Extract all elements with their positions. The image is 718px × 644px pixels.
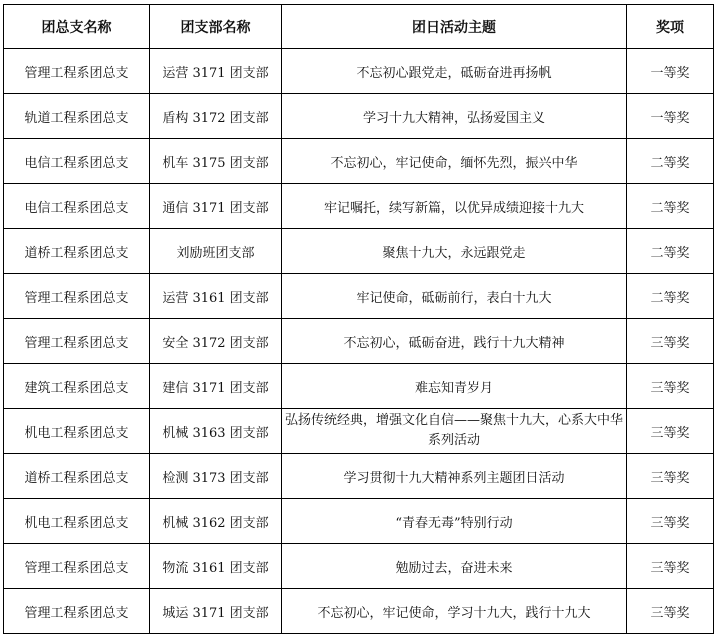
- cell-theme: 不忘初心，砥砺奋进，践行十九大精神: [282, 319, 627, 364]
- cell-award: 一等奖: [627, 49, 714, 94]
- table-body: [4, 49, 714, 634]
- cell-theme: 聚焦十九大，永远跟党走: [282, 229, 627, 274]
- cell-theme: “青春无毒”特别行动: [282, 499, 627, 544]
- cell-league-branch: 道桥工程系团总支: [4, 454, 150, 499]
- table-row: [4, 364, 714, 409]
- table-row: [4, 274, 714, 319]
- cell-league-branch: 管理工程系团总支: [4, 49, 150, 94]
- cell-theme: 学习贯彻十九大精神系列主题团日活动: [282, 454, 627, 499]
- header-row: [4, 5, 714, 49]
- cell-theme: 难忘知青岁月: [282, 364, 627, 409]
- cell-theme: 牢记使命，砥砺前行，表白十九大: [282, 274, 627, 319]
- cell-award: 二等奖: [627, 274, 714, 319]
- cell-theme: 不忘初心跟党走，砥砺奋进再扬帆: [282, 49, 627, 94]
- cell-award: 三等奖: [627, 454, 714, 499]
- cell-branch: 安全 3172 团支部: [150, 319, 282, 364]
- table-row: [4, 229, 714, 274]
- header-league-branch-name: 团总支名称: [4, 5, 150, 49]
- cell-branch: 建信 3171 团支部: [150, 364, 282, 409]
- table-header: [4, 5, 714, 49]
- table-row: [4, 499, 714, 544]
- cell-branch: 城运 3171 团支部: [150, 589, 282, 634]
- table-row: [4, 409, 714, 454]
- cell-branch: 运营 3161 团支部: [150, 274, 282, 319]
- cell-branch: 机车 3175 团支部: [150, 139, 282, 184]
- table-row: [4, 49, 714, 94]
- cell-theme: 不忘初心，牢记使命，缅怀先烈，振兴中华: [282, 139, 627, 184]
- cell-award: 三等奖: [627, 319, 714, 364]
- cell-branch: 检测 3173 团支部: [150, 454, 282, 499]
- cell-branch: 机械 3163 团支部: [150, 409, 282, 454]
- cell-league-branch: 管理工程系团总支: [4, 589, 150, 634]
- cell-league-branch: 道桥工程系团总支: [4, 229, 150, 274]
- cell-award: 三等奖: [627, 499, 714, 544]
- header-award: 奖项: [627, 5, 714, 49]
- cell-branch: 通信 3171 团支部: [150, 184, 282, 229]
- cell-theme: 勉励过去，奋进未来: [282, 544, 627, 589]
- header-activity-theme: 团日活动主题: [282, 5, 627, 49]
- cell-league-branch: 管理工程系团总支: [4, 319, 150, 364]
- cell-branch: 机械 3162 团支部: [150, 499, 282, 544]
- cell-award: 三等奖: [627, 589, 714, 634]
- awards-table: [3, 4, 714, 634]
- table-row: [4, 184, 714, 229]
- cell-league-branch: 机电工程系团总支: [4, 499, 150, 544]
- cell-award: 三等奖: [627, 364, 714, 409]
- cell-branch: 运营 3171 团支部: [150, 49, 282, 94]
- cell-award: 三等奖: [627, 409, 714, 454]
- table-row: [4, 94, 714, 139]
- table-row: [4, 544, 714, 589]
- cell-award: 二等奖: [627, 139, 714, 184]
- cell-league-branch: 轨道工程系团总支: [4, 94, 150, 139]
- cell-theme: 牢记嘱托，续写新篇，以优异成绩迎接十九大: [282, 184, 627, 229]
- cell-league-branch: 管理工程系团总支: [4, 544, 150, 589]
- cell-award: 一等奖: [627, 94, 714, 139]
- table-row: [4, 319, 714, 364]
- cell-league-branch: 管理工程系团总支: [4, 274, 150, 319]
- cell-theme: 不忘初心，牢记使命，学习十九大，践行十九大: [282, 589, 627, 634]
- cell-theme: 弘扬传统经典，增强文化自信——聚焦十九大，心系大中华系列活动: [282, 409, 627, 454]
- cell-theme: 学习十九大精神，弘扬爱国主义: [282, 94, 627, 139]
- table-row: [4, 454, 714, 499]
- table-row: [4, 589, 714, 634]
- cell-league-branch: 电信工程系团总支: [4, 184, 150, 229]
- cell-award: 三等奖: [627, 544, 714, 589]
- cell-award: 二等奖: [627, 184, 714, 229]
- table-row: [4, 139, 714, 184]
- cell-league-branch: 建筑工程系团总支: [4, 364, 150, 409]
- cell-branch: 刘励班团支部: [150, 229, 282, 274]
- cell-branch: 物流 3161 团支部: [150, 544, 282, 589]
- cell-league-branch: 机电工程系团总支: [4, 409, 150, 454]
- cell-award: 二等奖: [627, 229, 714, 274]
- cell-league-branch: 电信工程系团总支: [4, 139, 150, 184]
- cell-branch: 盾构 3172 团支部: [150, 94, 282, 139]
- header-branch-name: 团支部名称: [150, 5, 282, 49]
